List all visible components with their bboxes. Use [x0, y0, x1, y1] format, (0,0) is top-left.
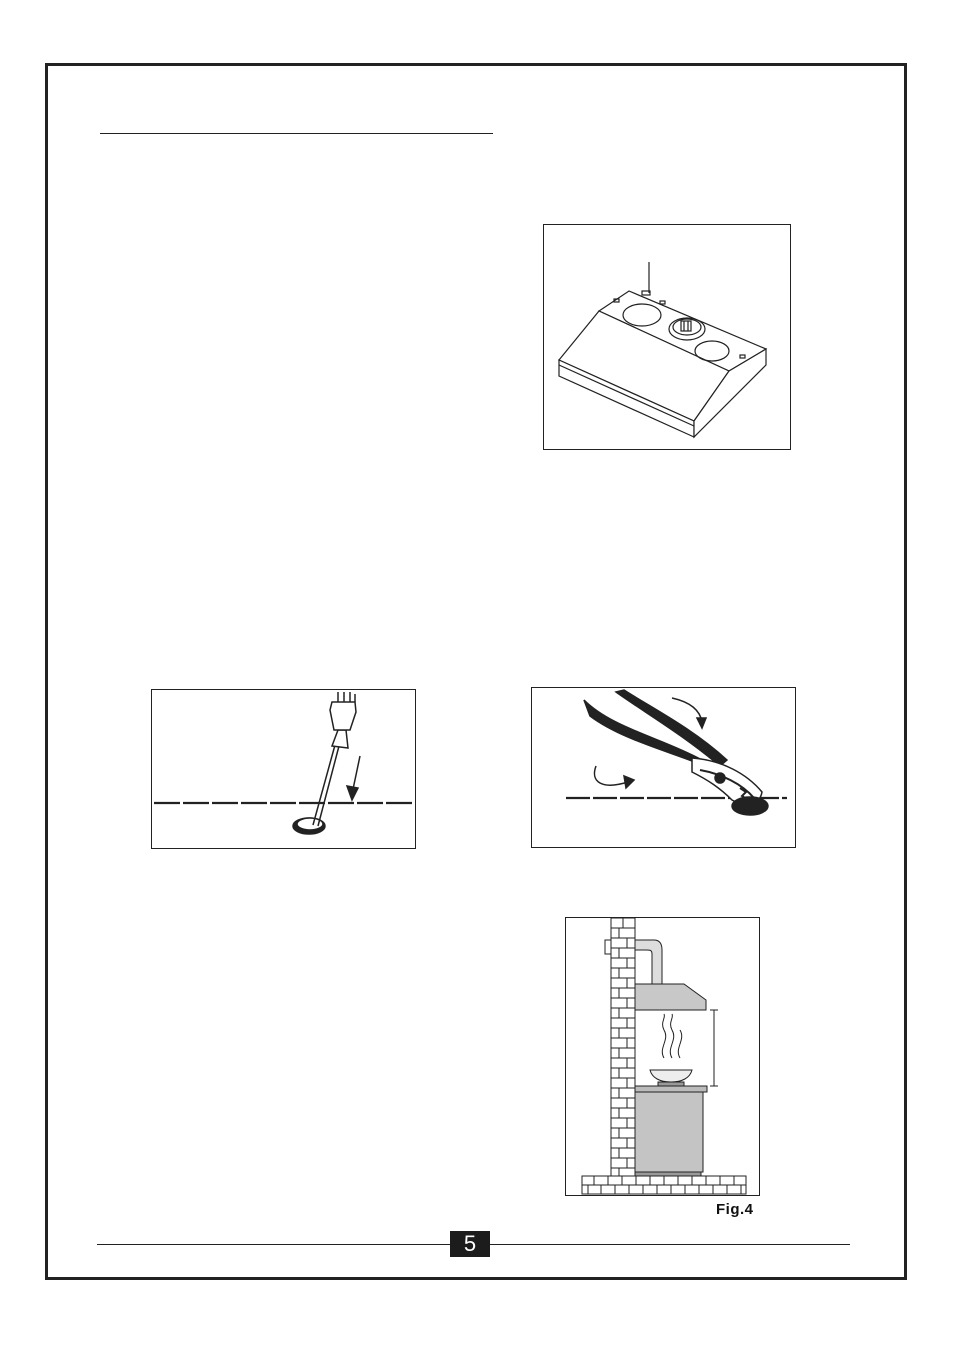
- page-number: 5: [450, 1231, 490, 1257]
- screwdriver-knockout-figure: [151, 689, 416, 849]
- screwdriver-illustration: [152, 690, 415, 848]
- pliers-knockout-figure: [531, 687, 796, 848]
- figure-caption: Fig.4: [716, 1201, 754, 1218]
- section-title-rule: [100, 133, 493, 134]
- installation-side-view-figure: [565, 917, 760, 1196]
- pliers-illustration: [532, 688, 795, 847]
- wall-installation-illustration: [566, 918, 759, 1195]
- hood-top-view-figure: [543, 224, 791, 450]
- range-hood-illustration: [544, 225, 790, 449]
